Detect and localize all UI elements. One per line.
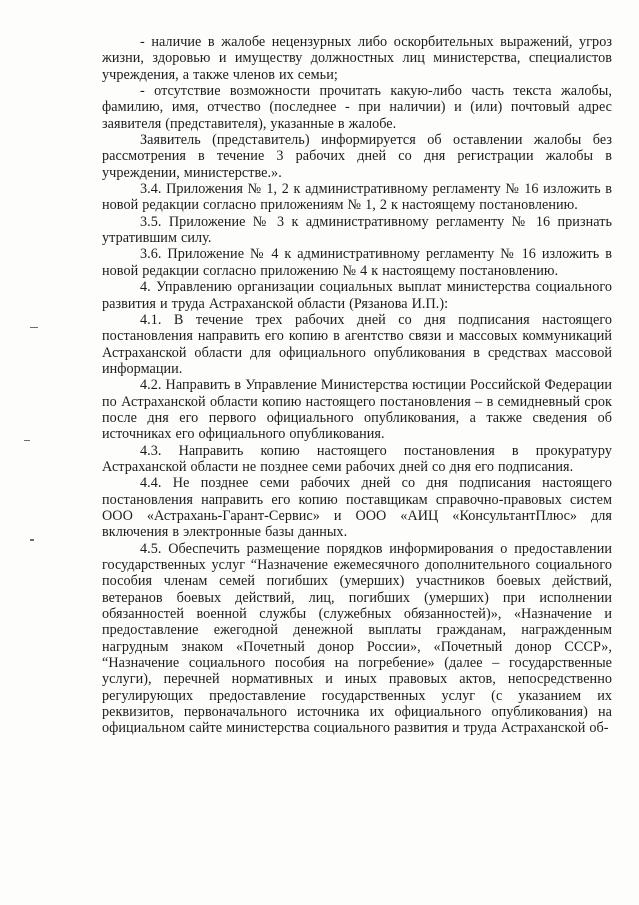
paragraph-obscene-language: - наличие в жалобе нецензурных либо оскорбительных выражений, угроз жизни, здоровью и имуществу должностных лиц министерства, специалистов учреждения, а также членов их семьи; [102, 34, 612, 83]
paragraph-3-6: 3.6. Приложение № 4 к административному регламенту № 16 изложить в новой редакции согласно приложению № 4 к настоящему постановлению. [102, 246, 612, 279]
paragraph-unreadable-text: - отсутствие возможности прочитать какую-либо часть текста жалобы, фамилию, имя, отчество (последнее - при наличии) и (или) почтовый адрес заявителя (представителя), указанные в жалобе. [102, 83, 612, 132]
paragraph-4-1: 4.1. В течение трех рабочих дней со дня подписания настоящего постановления направить его копию в агентство связи и массовых коммуникаций Астраханской области для официального опубликования в средствах массовой информации. [102, 311, 612, 377]
paragraph-applicant-informed: Заявитель (представитель) информируется об оставлении жалобы без рассмотрения в течение 3 рабочих дней со дня регистрации жалобы в учреждении, министерстве.». [102, 132, 612, 181]
paragraph-4-4: 4.4. Не позднее семи рабочих дней со дня подписания настоящего постановления направить его копию поставщикам справочно-правовых систем ООО «Астрахань-Гарант-Сервис» и ООО «АИЦ «КонсультантПлюс» для включения в электронные базы данных. [102, 475, 612, 541]
paragraph-4-3: 4.3. Направить копию настоящего постановления в прокуратуру Астраханской области не позднее семи рабочих дней со дня его подписания. [102, 442, 612, 475]
scan-margin-mark [24, 440, 30, 441]
scan-margin-mark [30, 539, 34, 541]
document-body [102, 34, 612, 737]
paragraph-4-2: 4.2. Направить в Управление Министерства юстиции Российской Федерации по Астраханской области копию настоящего постановления – в семидневный срок после дня его первого официального опубликования, а также сведения об источниках его официального опубликования. [102, 377, 612, 443]
scan-margin-mark [30, 327, 38, 328]
paragraph-4-5: 4.5. Обеспечить размещение порядков информирования о предоставлении государственных услуг “Назначение ежемесячного дополнительного социального пособия членам семей погибших (умерших) участников боевых действий, ветеранов боевых действий, лиц, погибших (умерших) при исполнении обязанностей военной службы (служебных обязанностей)», «Назначение и предоставление ежегодной денежной выплаты гражданам, награжденным нагрудным знаком «Почетный донор России», «Почетный донор СССР», “Назначение социального пособия на погребение» (далее – государственные услуги), перечней нормативных и иных правовых актов, непосредственно регулирующих предоставление государственных услуг (с указанием их реквизитов, первоначального источника их официального опубликования) на официальном сайте министерства социального развития и труда Астраханской об- [102, 540, 612, 737]
paragraph-3-5: 3.5. Приложение № 3 к административному регламенту № 16 признать утратившим силу. [102, 213, 612, 247]
paragraph-4: 4. Управлению организации социальных выплат министерства социального развития и труда Астраханской области (Рязанова И.П.): [102, 279, 612, 312]
paragraph-3-4: 3.4. Приложения № 1, 2 к административному регламенту № 16 изложить в новой редакции согласно приложениям № 1, 2 к настоящему постановлению. [102, 181, 612, 214]
